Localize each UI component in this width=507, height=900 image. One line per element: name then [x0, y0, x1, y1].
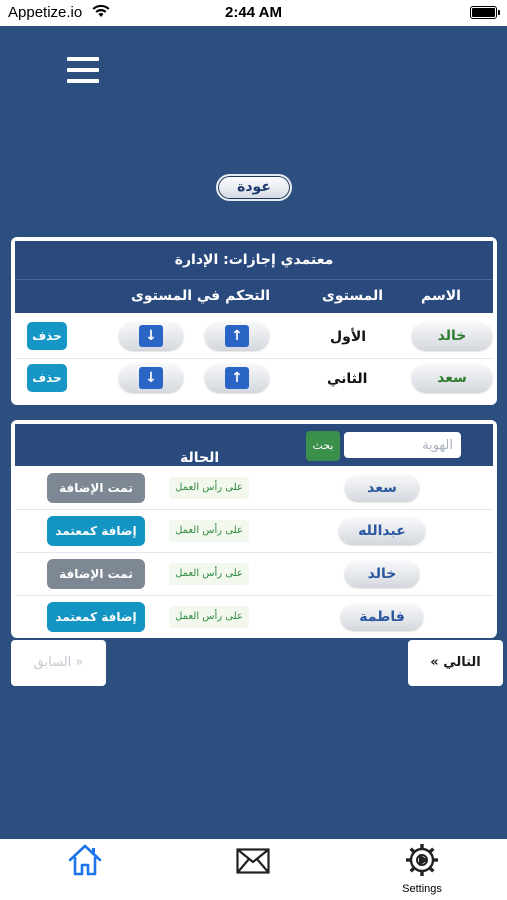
employee-row	[11, 596, 497, 638]
employee-row	[11, 510, 497, 552]
id-search-input[interactable]	[344, 432, 461, 458]
approvers-card	[11, 237, 497, 405]
delete-button[interactable]: حذف	[27, 364, 67, 392]
column-name: الاسم	[421, 288, 461, 304]
arrow-down-icon: ↓	[139, 367, 163, 389]
approver-row	[11, 317, 497, 359]
employee-status: على رأس العمل	[169, 563, 249, 585]
employee-status: على رأس العمل	[169, 477, 249, 499]
next-button[interactable]: « التالي	[408, 640, 503, 686]
approver-level: الأول	[330, 329, 367, 345]
tab-messages[interactable]	[193, 839, 313, 900]
added-button[interactable]: تمت الإضافة	[47, 559, 145, 589]
level-up-button[interactable]	[205, 322, 269, 350]
hamburger-icon[interactable]	[67, 57, 99, 85]
level-down-button[interactable]	[119, 364, 183, 392]
add-approver-button[interactable]: إضافة كمعتمد	[47, 602, 145, 632]
added-button[interactable]: تمت الإضافة	[47, 473, 145, 503]
approvers-title: معتمدي إجازات: الإدارة	[15, 241, 493, 279]
employee-status: على رأس العمل	[169, 606, 249, 628]
add-approver-button[interactable]: إضافة كمعتمد	[47, 516, 145, 546]
approver-name[interactable]: خالد	[412, 322, 492, 350]
employee-row	[11, 553, 497, 595]
mail-icon	[236, 848, 270, 874]
column-control: التحكم في المستوى	[131, 288, 271, 304]
status-column-header: الحالة	[180, 450, 220, 466]
home-icon	[67, 843, 103, 877]
employee-name[interactable]: فاطمة	[341, 604, 423, 630]
approver-name[interactable]: سعد	[412, 364, 492, 392]
battery-icon	[470, 6, 497, 19]
employee-row	[11, 467, 497, 509]
arrow-down-icon: ↓	[139, 325, 163, 347]
previous-button[interactable]: السابق »	[11, 640, 106, 686]
employee-name[interactable]: عبدالله	[339, 518, 425, 544]
approver-level: الثاني	[327, 371, 368, 387]
tab-bar	[0, 839, 507, 900]
clock: 2:44 AM	[225, 4, 282, 21]
level-up-button[interactable]	[205, 364, 269, 392]
delete-button[interactable]: حذف	[27, 322, 67, 350]
level-down-button[interactable]	[119, 322, 183, 350]
back-button[interactable]: عودة	[216, 174, 292, 201]
employee-status: على رأس العمل	[169, 520, 249, 542]
status-bar	[0, 0, 507, 26]
tab-home[interactable]	[25, 839, 145, 900]
arrow-up-icon: ↑	[225, 367, 249, 389]
employee-name[interactable]: سعد	[345, 475, 419, 501]
column-level: المستوى	[322, 288, 384, 304]
tab-settings[interactable]	[362, 839, 482, 900]
employee-name[interactable]: خالد	[345, 561, 419, 587]
tab-settings-label: Settings	[402, 883, 442, 895]
employees-card	[11, 420, 497, 638]
arrow-up-icon: ↑	[225, 325, 249, 347]
approver-row	[11, 359, 497, 401]
approvers-column-header	[15, 279, 493, 313]
carrier-label: Appetize.io	[8, 4, 83, 21]
settings-icon	[405, 843, 439, 877]
search-button[interactable]: بحث	[306, 431, 340, 461]
